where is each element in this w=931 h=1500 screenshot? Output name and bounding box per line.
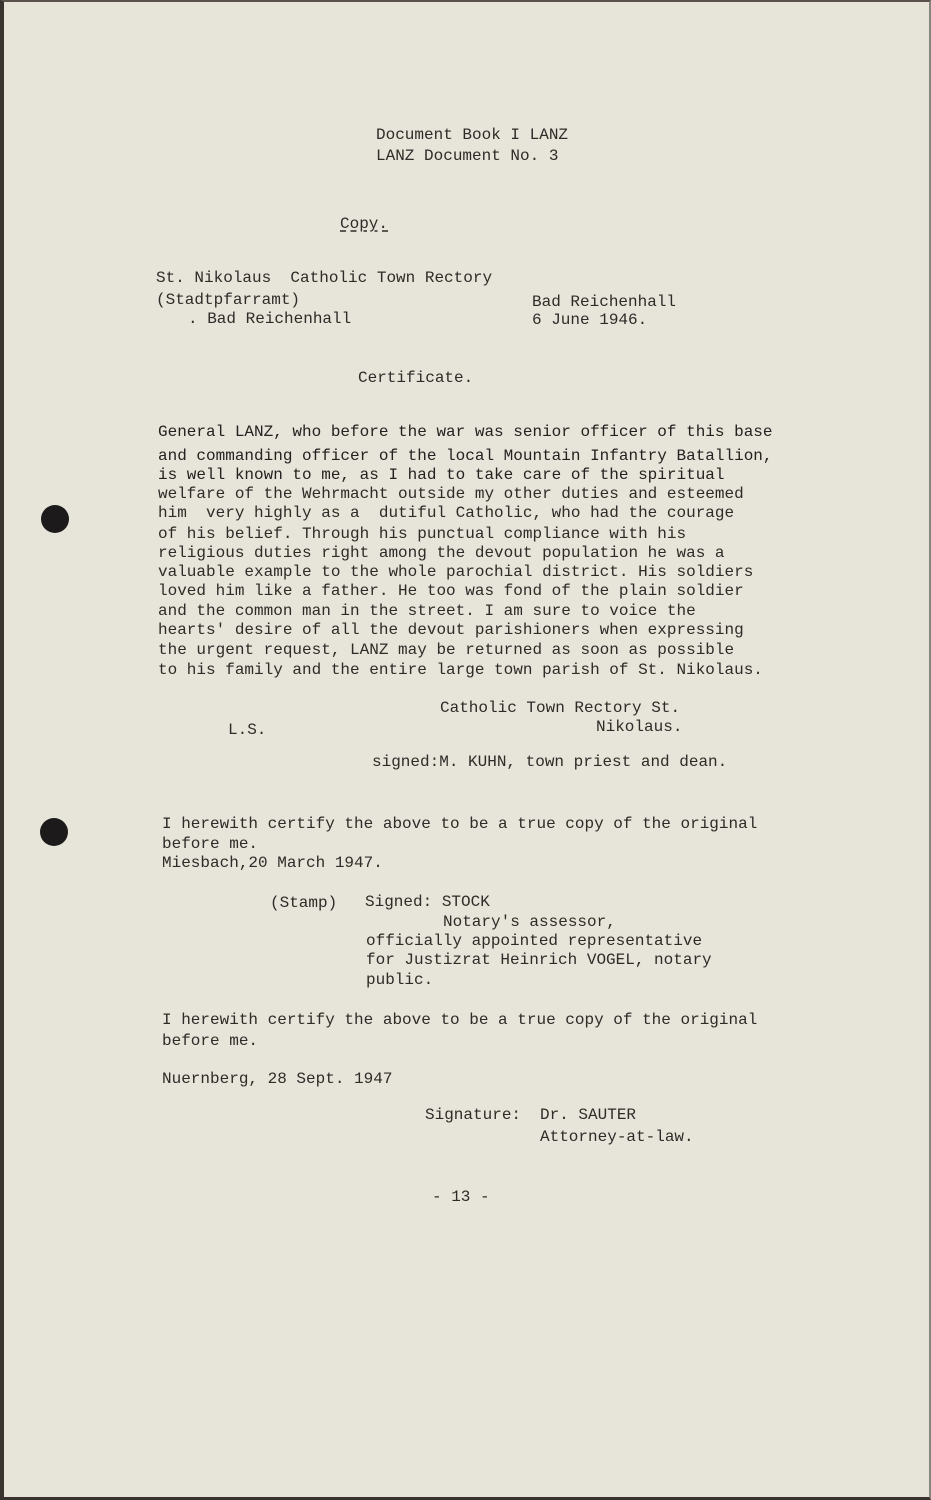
body-line: the urgent request, LANZ may be returned as soon as possible (158, 641, 735, 659)
copy-label: Copy. (340, 215, 389, 233)
certify-2-place-date: Nuernberg, 28 Sept. 1947 (162, 1070, 393, 1088)
body-line: hearts' desire of all the devout parishioners when expressing (158, 621, 744, 639)
signed-stock: Signed: STOCK (365, 893, 490, 911)
certify-1-line-1: I herewith certify the above to be a true copy of the original (162, 815, 758, 833)
page-number: - 13 - (432, 1188, 490, 1206)
body-line: religious duties right among the devout population he was a (158, 544, 725, 562)
punch-hole-top (41, 505, 69, 533)
place: Bad Reichenhall (532, 293, 677, 311)
body-line: General LANZ, who before the war was senior officer of this base (158, 423, 773, 441)
signed-kuhn: signed:M. KUHN, town priest and dean. (372, 753, 728, 771)
signature-label: Signature: (425, 1106, 522, 1124)
signature-title: Attorney-at-law. (540, 1128, 694, 1146)
certify-1-place-date: Miesbach,20 March 1947. (162, 854, 383, 872)
certificate-title: Certificate. (358, 369, 474, 387)
rectory-line-1: Catholic Town Rectory St. (440, 699, 681, 717)
sender-line-3: . Bad Reichenhall (188, 310, 352, 328)
body-line: of his belief. Through his punctual compliance with his (158, 525, 687, 543)
sender-line-2: (Stadtpfarramt) (156, 291, 301, 309)
stock-role-4: public. (366, 971, 434, 989)
certify-2-line-2: before me. (162, 1032, 259, 1050)
stock-role-2: officially appointed representative (366, 932, 703, 950)
seal-ls: L.S. (228, 721, 267, 739)
rectory-line-2: Nikolaus. (596, 718, 683, 736)
signature-name: Dr. SAUTER (540, 1106, 637, 1124)
body-line: and commanding officer of the local Mountain Infantry Batallion, (158, 447, 773, 465)
body-line: him very highly as a dutiful Catholic, who had the courage (158, 504, 735, 522)
stamp-label: (Stamp) (270, 894, 338, 912)
body-line: valuable example to the whole parochial district. His soldiers (158, 563, 754, 581)
body-line: welfare of the Wehrmacht outside my other duties and esteemed (158, 485, 744, 503)
body-line: is well known to me, as I had to take care of the spiritual (158, 466, 725, 484)
certify-1-line-2: before me. (162, 835, 259, 853)
header-line-1: Document Book I LANZ (376, 126, 569, 144)
date: 6 June 1946. (532, 311, 648, 329)
punch-hole-bottom (40, 818, 68, 846)
body-line: loved him like a father. He too was fond of the plain soldier (158, 582, 744, 600)
body-line: to his family and the entire large town parish of St. Nikolaus. (158, 661, 763, 679)
header-line-2: LANZ Document No. 3 (376, 147, 559, 165)
stock-role-3: for Justizrat Heinrich VOGEL, notary (366, 951, 712, 969)
body-line: and the common man in the street. I am sure to voice the (158, 602, 696, 620)
certify-2-line-1: I herewith certify the above to be a true copy of the original (162, 1011, 758, 1029)
sender-line-1: St. Nikolaus Catholic Town Rectory (156, 269, 493, 287)
stock-role-1: Notary's assessor, (443, 913, 616, 931)
